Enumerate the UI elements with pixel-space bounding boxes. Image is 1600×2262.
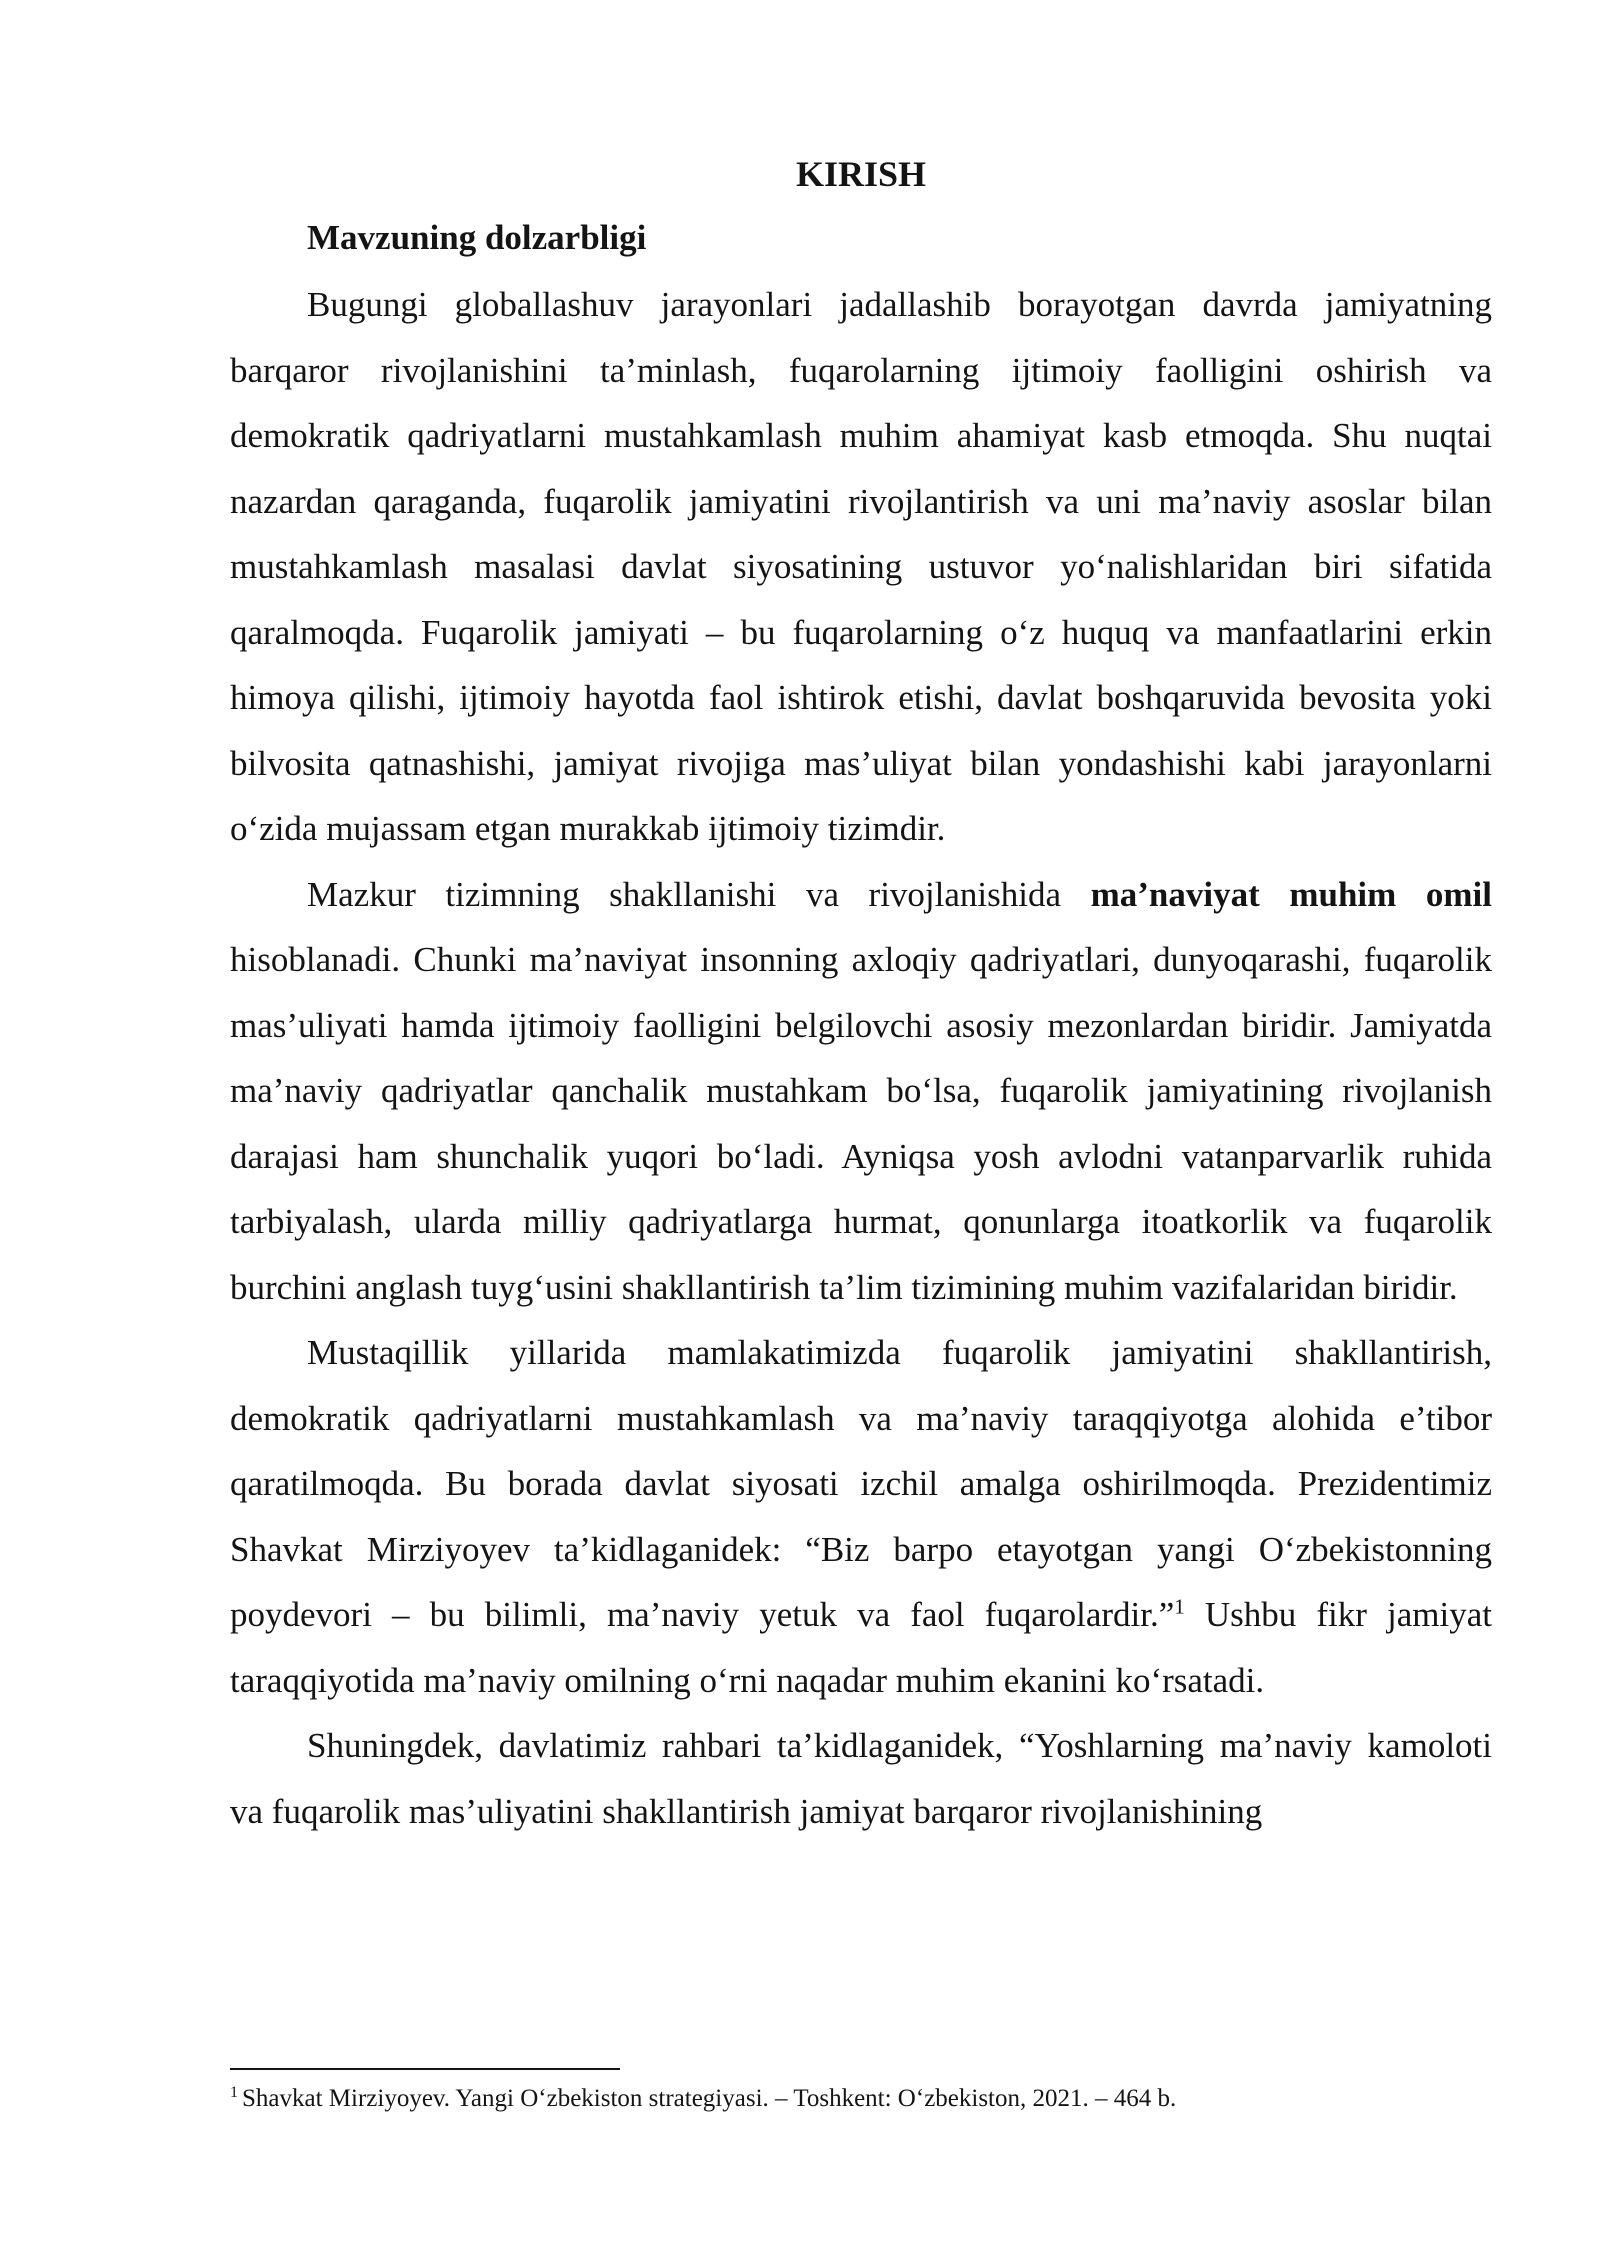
section-heading: Mavzuning dolzarbligi	[307, 218, 647, 257]
paragraph-2-text-before: Mazkur tizimning shakllanishi va rivojlanishida	[307, 874, 1091, 914]
paragraph-3-text-before: Mustaqillik yillarida mamlakatimizda fuqarolik jamiyatini shakllantirish, demokratik qadriyatlarni mustahkamlash va ma’naviy taraqqiyotga alohida e’tibor qaratilmoqda. Bu borada davlat siyosati izchil amalga oshirilmoqda. Prezidentimiz Shavkat Mirziyoyev ta’kidlaganidek: “Biz barpo etayotgan yangi O‘zbekistonning poydevori – bu bilimli, ma’naviy yetuk va faol fuqarolardir.”	[230, 1333, 1492, 1634]
paragraph-3	[230, 1320, 1492, 1713]
paragraph-1	[230, 272, 1492, 862]
footnote-text: Shavkat Mirziyoyev. Yangi O‘zbekiston strategiyasi. – Toshkent: O‘zbekiston, 2021. – 464 b.	[242, 2085, 1177, 2112]
paragraph-1-text: Bugungi globallashuv jarayonlari jadallashib borayotgan davrda jamiyatning barqaror rivojlanishini ta’minlash, fuqarolarning ijtimoiy faolligini oshirish va demokratik qadriyatlarni mustahkamlash muhim ahamiyat kasb etmoqda. Shu nuqtai nazardan qaraganda, fuqarolik jamiyatini rivojlantirish va uni ma’naviy asoslar bilan mustahkamlash masalasi davlat siyosatining ustuvor yo‘nalishlaridan biri sifatida qaralmoqda. Fuqarolik jamiyati – bu fuqarolarning o‘z huquq va manfaatlarini erkin himoya qilishi, ijtimoiy hayotda faol ishtirok etishi, davlat boshqaruvida bevosita yoki bilvosita qatnashishi, jamiyat rivojiga mas’uliyat bilan yondashishi kabi jarayonlarni o‘zida mujassam etgan murakkab ijtimoiy tizimdir.	[230, 285, 1492, 848]
paragraph-4-text: Shuningdek, davlatimiz rahbari ta’kidlaganidek, “Yoshlarning ma’naviy kamoloti va fuqarolik mas’uliyatini shakllantirish jamiyat barqaror rivojlanishining	[230, 1726, 1492, 1831]
document-page	[230, 148, 1492, 1844]
paragraph-2-text-after: hisoblanadi. Chunki ma’naviyat insonning axloqiy qadriyatlari, dunyoqarashi, fuqarolik mas’uliyati hamda ijtimoiy faolligini belgilovchi asosiy mezonlardan biridir. Jamiyatda ma’naviy qadriyatlar qanchalik mustahkam bo‘lsa, fuqarolik jamiyatining rivojlanish darajasi ham shunchalik yuqori bo‘ladi. Ayniqsa yosh avlodni vatanparvarlik ruhida tarbiyalash, ularda milliy qadriyatlarga hurmat, qonunlarga itoatkorlik va fuqarolik burchini anglash tuyg‘usini shakllantirish ta’lim tizimining muhim vazifalaridan biridir.	[230, 940, 1492, 1307]
footnote	[230, 2082, 1492, 2116]
footnote-number: 1	[230, 2083, 238, 2101]
paragraph-2	[230, 862, 1492, 1321]
footnote-reference[interactable]: 1	[1174, 1594, 1185, 1619]
paragraph-2-bold-phrase: ma’naviyat muhim omil	[1090, 874, 1492, 914]
footnote-separator	[230, 2068, 620, 2070]
paragraph-4	[230, 1713, 1492, 1844]
paragraph-3-text-after: Ushbu fikr jamiyat taraqqiyotida ma’naviy omilning o‘rni naqadar muhim ekanini ko‘rsatadi.	[230, 1595, 1492, 1700]
page-title: KIRISH	[795, 154, 927, 194]
